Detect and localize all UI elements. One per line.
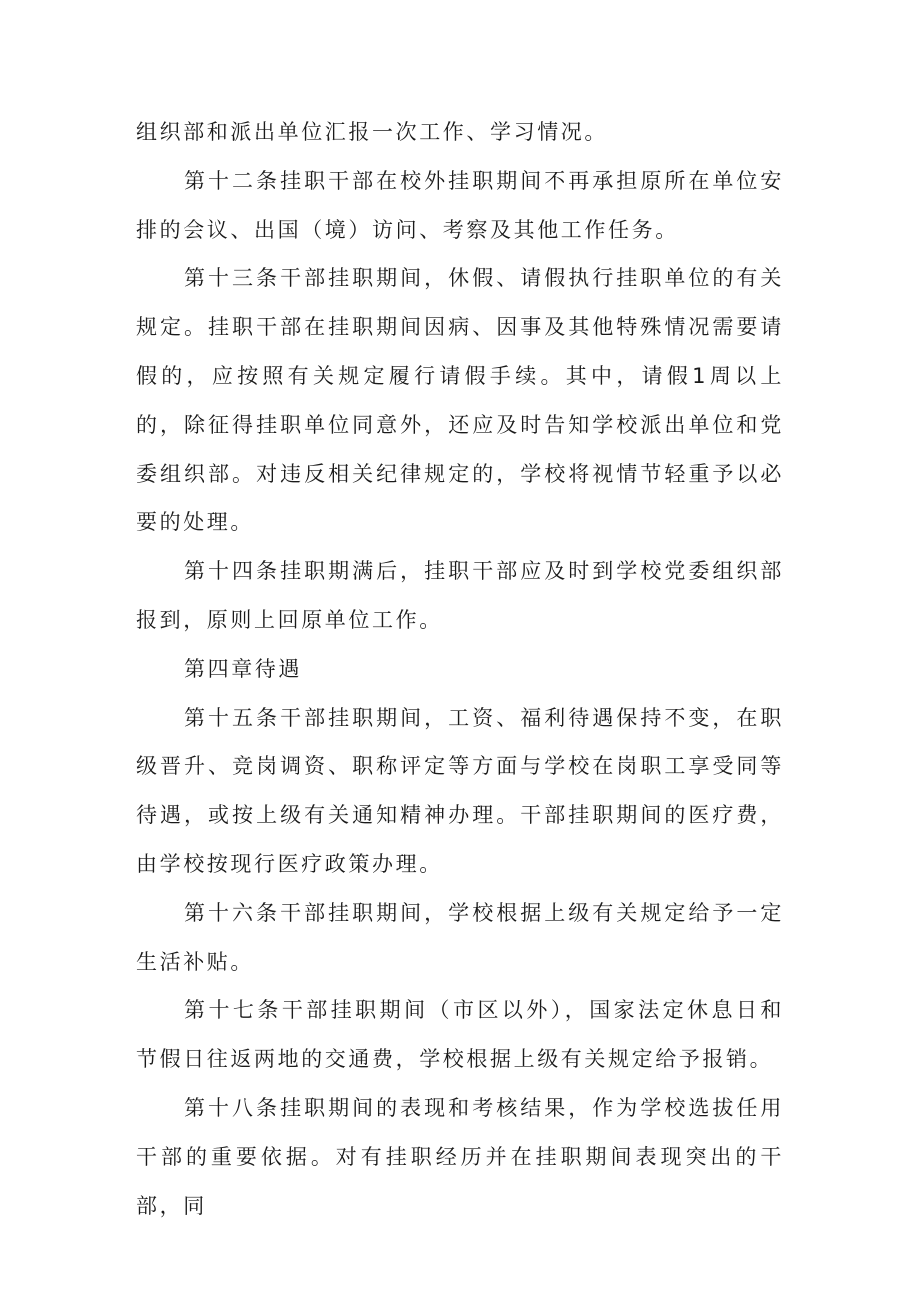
- paragraph-article-12: 第十二条挂职干部在校外挂职期间不再承担原所在单位安排的会议、出国（境）访问、考察及其他工作任务。: [136, 168, 784, 242]
- paragraph-article-17: 第十七条干部挂职期间（市区以外），国家法定休息日和节假日往返两地的交通费，学校根据上级有关规定给予报销。: [136, 998, 784, 1072]
- paragraph-article-18: 第十八条挂职期间的表现和考核结果，作为学校选拔任用干部的重要依据。对有挂职经历并在挂职期间表现突出的干部，同: [136, 1095, 784, 1218]
- paragraph-article-14: 第十四条挂职期满后，挂职干部应及时到学校党委组织部报到，原则上回原单位工作。: [136, 559, 784, 632]
- chapter-heading-4: 第四章待遇: [184, 656, 302, 681]
- paragraph-article-13: 第十三条干部挂职期间，休假、请假执行挂职单位的有关规定。挂职干部在挂职期间因病、因事及其他特殊情况需要请假的，应按照有关规定履行请假手续。其中，请假1周以上的，除征得挂职单位同意外，还应及时告知学校派出单位和党委组织部。对违反相关纪律规定的，学校将视情节轻重予以必要的处理。: [136, 266, 784, 535]
- document-body: [136, 108, 784, 1230]
- paragraph-continuation: 组织部和派出单位汇报一次工作、学习情况。: [136, 120, 608, 144]
- paragraph-article-15: 第十五条干部挂职期间，工资、福利待遇保持不变，在职级晋升、竞岗调资、职称评定等方面与学校在岗职工享受同等待遇，或按上级有关通知精神办理。干部挂职期间的医疗费，由学校按现行医疗政策办理。: [136, 705, 784, 876]
- paragraph-article-16: 第十六条干部挂职期间，学校根据上级有关规定给予一定生活补贴。: [136, 900, 784, 974]
